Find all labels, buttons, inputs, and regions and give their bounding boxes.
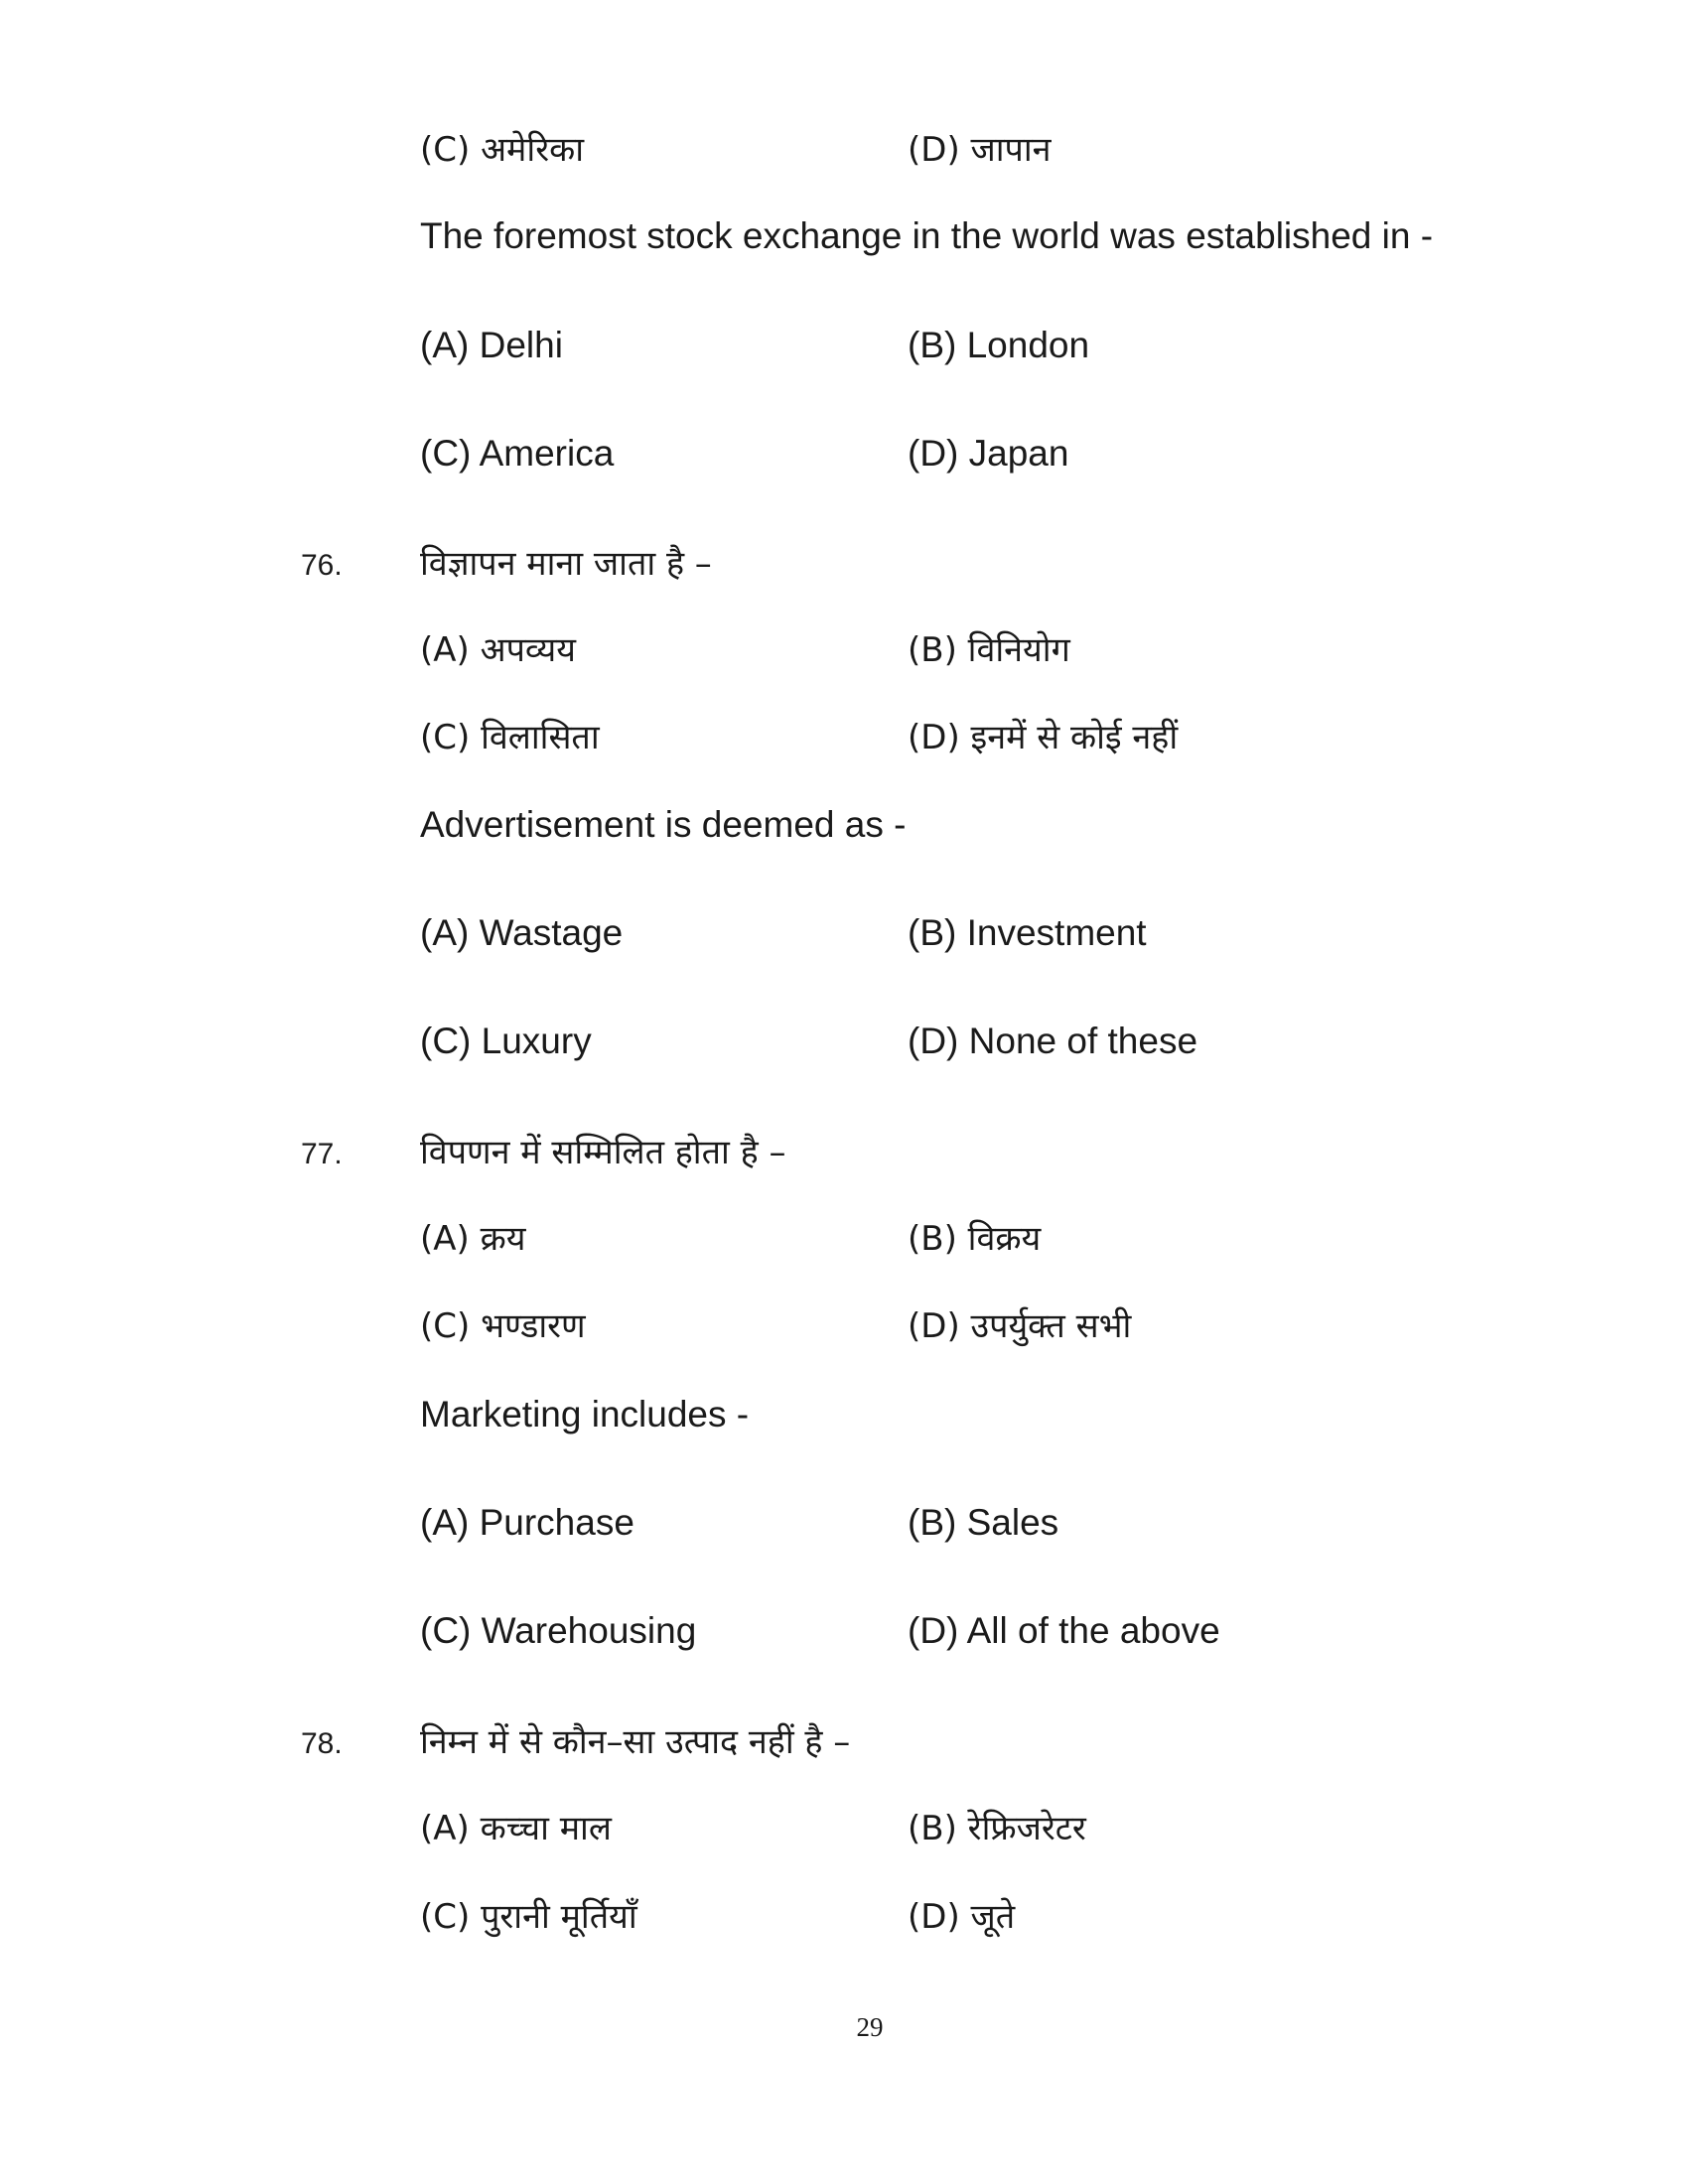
q77-english-question: Marketing includes - (420, 1394, 750, 1434)
q77-english-option-c: (C) Warehousing (420, 1610, 697, 1651)
q77-hindi-question: विपणन में सम्मिलित होता है – (420, 1133, 786, 1172)
q76-hindi-option-a: (A) अपव्यय (420, 630, 576, 670)
q75-hindi-option-c: (C) अमेरिका (420, 130, 585, 170)
q77-hindi-option-b: (B) विक्रय (908, 1219, 1042, 1259)
q78-hindi-option-b: (B) रेफ्रिजरेटर (908, 1809, 1086, 1848)
q75-english-option-c: (C) America (420, 433, 615, 474)
q75-english-option-b: (B) London (908, 325, 1090, 365)
q76-hindi-option-c: (C) विलासिता (420, 718, 600, 757)
q78-hindi-option-d: (D) जूते (908, 1897, 1016, 1937)
q76-english-question: Advertisement is deemed as - (420, 804, 907, 845)
q76-english-option-b: (B) Investment (908, 912, 1147, 953)
q76-english-option-a: (A) Wastage (420, 912, 624, 953)
q75-english-option-d: (D) Japan (908, 433, 1069, 474)
q78-hindi-question: निम्न में से कौन–सा उत्पाद नहीं है – (420, 1722, 851, 1762)
q75-hindi-option-d: (D) जापान (908, 130, 1052, 170)
question-number-77: 77. (301, 1138, 343, 1170)
q76-english-option-c: (C) Luxury (420, 1021, 592, 1061)
q77-hindi-option-a: (A) क्रय (420, 1219, 526, 1259)
q76-hindi-option-d: (D) इनमें से कोई नहीं (908, 718, 1179, 757)
q78-hindi-option-c: (C) पुरानी मूर्तियाँ (420, 1897, 637, 1937)
q76-hindi-question: विज्ञापन माना जाता है – (420, 544, 712, 584)
q77-english-option-b: (B) Sales (908, 1502, 1059, 1543)
q77-english-option-d: (D) All of the above (908, 1610, 1220, 1651)
q75-english-question: The foremost stock exchange in the world was established in - (420, 215, 1434, 256)
q77-english-option-a: (A) Purchase (420, 1502, 634, 1543)
question-number-76: 76. (301, 549, 343, 582)
page-number: 29 (856, 2012, 884, 2042)
q76-english-option-d: (D) None of these (908, 1021, 1198, 1061)
q77-hindi-option-d: (D) उपर्युक्त सभी (908, 1306, 1132, 1346)
q76-hindi-option-b: (B) विनियोग (908, 630, 1070, 670)
q75-english-option-a: (A) Delhi (420, 325, 563, 365)
question-number-78: 78. (301, 1727, 343, 1760)
q78-hindi-option-a: (A) कच्चा माल (420, 1809, 612, 1848)
q77-hindi-option-c: (C) भण्डारण (420, 1306, 586, 1346)
